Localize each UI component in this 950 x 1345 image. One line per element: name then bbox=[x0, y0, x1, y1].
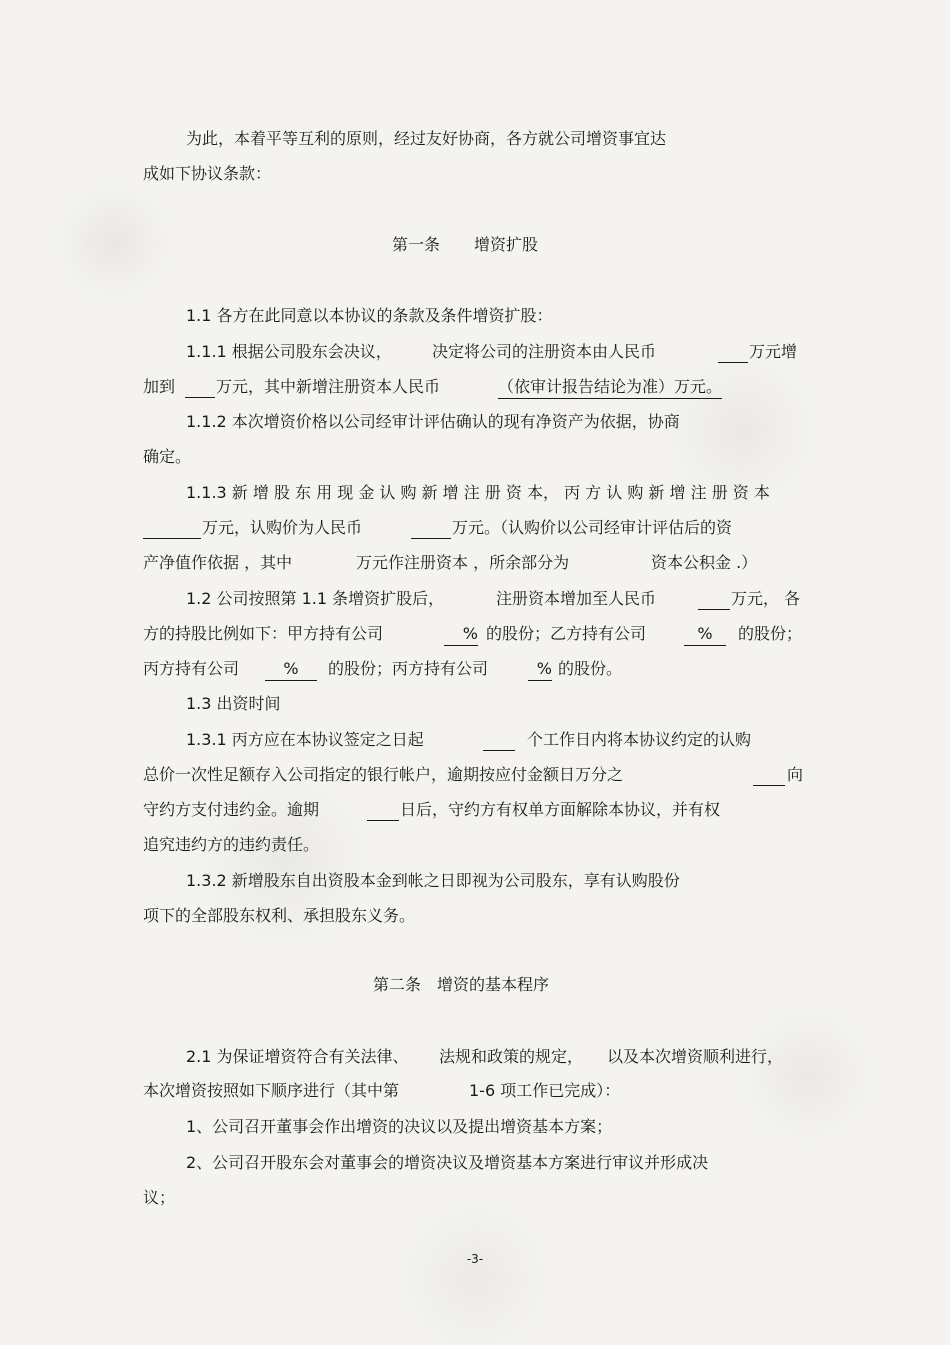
page-number: -3- bbox=[466, 1252, 484, 1266]
clause-1-1-3-line-1: 1.1.3 新 增 股 东 用 现 金 认 购 新 增 注 册 资 本， 丙 方 认 购 新 增 注 册 资 本 bbox=[186, 483, 770, 502]
clause-1-1-2-line-1: 1.1.2 本次增资价格以公司经审计评估确认的现有净资产为依据，协商 bbox=[186, 412, 680, 431]
clause-1-3-1-line-4: 追究违约方的违约责任。 bbox=[143, 835, 320, 854]
blank-field bbox=[367, 802, 399, 821]
blank-field bbox=[411, 520, 451, 539]
procedure-item-1: 1、公司召开董事会作出增资的决议以及提出增资基本方案； bbox=[186, 1117, 613, 1136]
article-1-heading bbox=[392, 234, 538, 256]
blank-field bbox=[753, 767, 785, 786]
article-1-title: 增资扩股 bbox=[474, 235, 539, 254]
intro-line-2: 成如下协议条款： bbox=[143, 164, 272, 183]
intro-line-1: 为此，本着平等互利的原则，经过友好协商，各方就公司增资事宜达 bbox=[186, 129, 667, 148]
procedure-item-2-line-1: 2、公司召开股东会对董事会的增资决议及增资基本方案进行审议并形成决 bbox=[186, 1153, 709, 1172]
clause-1-1: 1.1 各方在此同意以本协议的条款及条件增资扩股： bbox=[186, 306, 553, 325]
blank-field bbox=[483, 732, 515, 751]
blank-field bbox=[718, 344, 748, 363]
blank-field bbox=[143, 520, 201, 539]
clause-1-3: 1.3 出资时间 bbox=[186, 694, 281, 713]
clause-1-3-2-line-2: 项下的全部股东权利、承担股东义务。 bbox=[143, 906, 416, 925]
blank-field bbox=[698, 591, 730, 610]
blank-field bbox=[185, 379, 215, 398]
clause-1-3-2-line-1: 1.3.2 新增股东自出资股本金到帐之日即视为公司股东，享有认购股份 bbox=[186, 871, 680, 890]
article-1-number: 第一条 bbox=[392, 235, 441, 254]
clause-1-1-2-line-2: 确定。 bbox=[143, 447, 192, 466]
document-page: 为此，本着平等互利的原则，经过友好协商，各方就公司增资事宜达 成如下协议条款： 第一条 增资扩股 1.1 各方在此同意以本协议的条款及条件增资扩股： 1.1.1 根据公司股东会决议， 决定将公司的注册资本由人民币 万元增 加到 万元，其中新增注册资本人民币 （依审计报告结论为准）万元。 1.1.2 本次增资价格以公司经审计评估确认的现有净资产为依据，协商 确定。 1.1.3 新 增 股 东 用 现 金 认 购 新 增 注 册 资 本， 丙 方 认 购 新 增 注 册 资 本 万元，认购价为人民币 万元。（认购价以公司经审计评估后的资 产净值作依据 ，其中 万元作注册资本 ，所余部分为 资本公积金 .） 1.2 公司按照第 1.1 条增资扩股后， 注册资本增加至人民币 万元， 各 方的持股比例如下：甲方持有公司 % 的股份；乙方持有公司 % 的股份； 丙方持有公司 % 的股份；丙方持有公司 % 的股份。 1.3 出资时间 1.3.1 丙方应在本协议签定之日起 个工作日内将本协议约定的认购 总价一次性足额存入公司指定的银行帐户，逾期按应付金额日万分之 向 守约方支付违约金。逾期 日后，守约方有权单方面解除本协议，并有权 追究违约方的违约责任。 1.3.2 新增股东自出资股本金到帐之日即视为公司股东，享有认购股份 项下的全部股东权利、承担股东义务。 第二条 增资的基本程序 2.1 为保证增资符合有关法律、 法规和政策的规定， 以及本次增资顺利进行， 本次增资按照如下顺序进行（其中第 1-6 项工作已完成）： 1、公司召开董事会作出增资的决议以及提出增资基本方案； 2、公司召开股东会对董事会的增资决议及增资基本方案进行审议并形成决 议； -3- bbox=[0, 0, 950, 1345]
article-2-heading bbox=[373, 974, 549, 996]
article-2-title: 增资的基本程序 bbox=[437, 975, 550, 994]
article-2-number: 第二条 bbox=[373, 975, 422, 994]
procedure-item-2-line-2: 议； bbox=[143, 1188, 176, 1207]
